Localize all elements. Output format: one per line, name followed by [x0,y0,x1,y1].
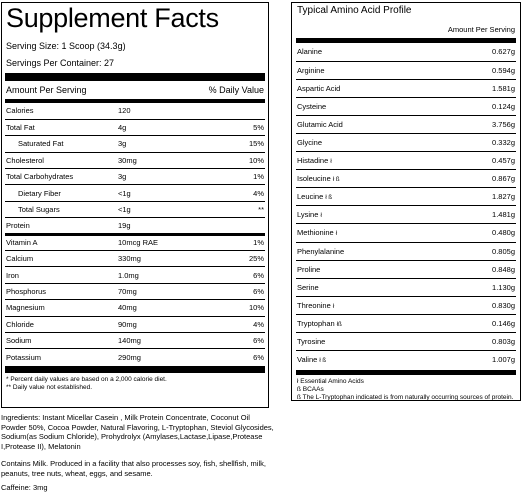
amount-per-serving-header: Amount Per Serving [6,85,87,95]
amino-name-cell [296,278,442,296]
nutrient-dv: 6% [253,286,264,296]
nutrient-amount: 120 [118,106,131,116]
amino-name: Methionine [297,228,334,238]
nutrient-row-calories [5,103,265,119]
amino-row [296,224,516,242]
amino-value: 0.803g [492,337,515,347]
nutrient-amount: 1.0mg [118,270,139,280]
amino-name: Valine [297,355,318,365]
supplement-facts-title: Supplement Facts [6,3,219,33]
nutrient-row-magnesium [5,300,265,316]
amino-name: Leucine [297,192,324,202]
nutrient-row-vitamin-a [5,234,265,250]
amino-name-cell [296,314,442,332]
amino-value: 3.756g [492,119,515,129]
nutrient-row-chloride [5,316,265,332]
nutrient-amount: 30mg [118,155,137,165]
amino-value: 0.146g [492,318,515,328]
amino-row [296,314,516,332]
serving-size: Serving Size: 1 Scoop (34.3g) [6,41,126,51]
nutrient-name: Saturated Fat [18,139,64,149]
nutrient-dv: 5% [253,123,264,133]
amino-name: Glycine [297,138,323,148]
amino-acid-profile-panel [291,2,521,401]
nutrient-name: Calcium [6,254,34,264]
nutrient-name: Chloride [6,319,34,329]
amino-name: Histadine [297,156,329,166]
nutrient-name: Vitamin A [6,238,38,248]
amino-value: 0.805g [492,246,515,256]
nutrient-dv: 4% [253,188,264,198]
ingredients-text: Ingredients: Instant Micellar Casein , Milk Protein Concentrate, Coconut Oil Powder 50%, Cocoa Powder, Natural Flavoring, L-Tryptophan, Steviol Glycosides, Sodium(as Sodium Chloride), Prohydrolyx (Amylases,Lactase,Lipase,Protease I,Protease II), Melatonin [1,413,274,451]
amino-mark: ł ß [319,358,327,365]
nutrient-dv: 1% [253,172,264,182]
amino-row [296,43,516,61]
nutrient-dv: 6% [253,270,264,280]
nutrient-amount: 3g [118,139,127,149]
nutrient-dv: 25% [248,254,264,264]
nutrient-dv [207,218,265,234]
amino-name-cell [296,115,442,133]
amino-name-cell [296,224,442,242]
nutrient-row-iron [5,267,265,283]
amino-name: Threonine [297,300,331,310]
nutrient-amount: 3g [118,172,127,182]
nutrient-amount: <1g [118,205,131,215]
amino-name-cell [296,296,442,314]
nutrient-dv: ** [258,205,264,215]
nutrient-table [5,103,265,365]
amino-value: 1.130g [492,282,515,292]
nutrient-name: Total Sugars [18,205,60,215]
amino-row [296,351,516,369]
amino-value: 0.830g [492,300,515,310]
amino-row [296,188,516,206]
nutrient-amount: 4g [118,123,127,133]
amino-mark: ł ß [332,177,340,184]
nutrient-name: Potassium [6,352,42,362]
amino-amount-header: Amount Per Serving [447,25,515,34]
amino-value: 0.480g [492,228,515,238]
amino-row [296,206,516,224]
nutrient-name: Dietary Fiber [18,188,61,198]
nutrient-dv [207,103,265,119]
amino-row [296,333,516,351]
thick-divider [5,73,265,81]
nutrient-dv: 15% [248,139,264,149]
amino-value: 0.594g [492,65,515,75]
daily-value-header: % Daily Value [208,85,264,95]
amino-mark: ł ß [325,195,333,202]
amino-value: 1.581g [492,83,515,93]
amino-value: 0.627g [492,47,515,57]
nutrient-row-calcium [5,251,265,267]
nutrient-name: Magnesium [6,303,45,313]
amino-row [296,296,516,314]
nutrient-dv: 10% [248,303,264,313]
nutrient-name: Total Carbohydrates [6,172,74,182]
nutrient-row-potassium [5,349,265,365]
daily-value-footnote: * Percent daily values are based on a 2,000 calorie diet. [6,376,167,384]
amino-value: 0.848g [492,264,515,274]
amino-name-cell [296,170,442,188]
amino-name-cell [296,242,442,260]
nutrient-row-total-carbohydrates [5,169,265,185]
nutrient-name: Cholesterol [6,155,44,165]
amino-name: Serine [297,282,319,292]
essential-amino-footnote: ł Essential Amino Acids [297,377,364,385]
nutrient-amount: 140mg [118,336,141,346]
nutrient-amount: 90mg [118,319,137,329]
bcaa-footnote: ß BCAAs [297,385,324,393]
amino-mark: ł [335,231,338,238]
nutrient-amount: 10mcg RAE [118,238,159,248]
amino-name-cell [296,206,442,224]
nutrient-amount: 330mg [118,254,141,264]
amino-name-cell [296,133,442,151]
nutrient-amount: 70mg [118,286,137,296]
amino-value: 0.457g [492,156,515,166]
nutrient-name: Phosphorus [6,286,47,296]
amino-name: Arginine [297,65,325,75]
facts-header [5,81,265,99]
amino-row [296,79,516,97]
amino-row [296,170,516,188]
nutrient-name: Protein [6,220,30,230]
amino-value: 1.481g [492,210,515,220]
amino-row [296,115,516,133]
amino-name-cell [296,260,442,278]
amino-mark: ł [332,303,335,310]
amino-name-cell [296,188,442,206]
amino-name: Lysine [297,210,319,220]
nutrient-amount: 40mg [118,303,137,313]
amino-value: 0.332g [492,138,515,148]
amino-row [296,97,516,115]
nutrient-row-total-fat [5,119,265,135]
amino-name-cell [296,79,442,97]
amino-value: 0.867g [492,174,515,184]
amino-value: 1.007g [492,355,515,365]
amino-name: Isoleucine [297,174,331,184]
amino-row [296,133,516,151]
tryptophan-footnote: ß The L-Tryptophan indicated is from naturally occurring sources of protein. [297,393,514,401]
amino-name: Phenylalanine [297,246,345,256]
amino-name: Proline [297,264,321,274]
nutrient-row-phosphorus [5,283,265,299]
amino-row [296,242,516,260]
amino-mark: ł [320,213,322,220]
nutrient-row-cholesterol [5,152,265,168]
nutrient-amount: 290mg [118,352,141,362]
amino-row [296,61,516,79]
amino-name-cell [296,152,442,170]
amino-row [296,278,516,296]
amino-name: Glutamic Acid [297,119,343,129]
nutrient-row-saturated-fat [5,136,265,152]
not-established-footnote: ** Daily value not established. [6,384,92,392]
thick-divider [296,370,516,375]
amino-name: Cysteine [297,101,327,111]
nutrient-row-dietary-fiber [5,185,265,201]
nutrient-name: Sodium [6,336,32,346]
amino-name-cell [296,333,442,351]
amino-acid-table [296,43,516,369]
supplement-facts-panel [1,2,269,408]
amino-name: Tryptophan [297,318,335,328]
nutrient-name: Total Fat [6,123,35,133]
amino-row [296,152,516,170]
nutrient-name: Iron [6,270,19,280]
nutrient-name: Calories [6,106,34,116]
thick-divider [5,366,265,373]
amino-value: 1.827g [492,192,515,202]
amino-name: Aspartic Acid [297,83,341,93]
nutrient-dv: 1% [253,238,264,248]
amino-name: Tyrosine [297,337,326,347]
caffeine-text: Caffeine: 3mg [1,483,48,492]
nutrient-dv: 6% [253,336,264,346]
nutrient-dv: 10% [248,155,264,165]
amino-row [296,260,516,278]
nutrient-row-sodium [5,332,265,348]
amino-name-cell [296,351,442,369]
amino-mark: łß [336,321,342,328]
servings-per-container: Servings Per Container: 27 [6,58,115,68]
amino-value: 0.124g [492,101,515,111]
nutrient-row-total-sugars [5,201,265,217]
amino-mark: ł [330,159,332,166]
allergen-text: Contains Milk. Produced in a facility that also processes soy, fish, shellfish, milk, peanuts, tree nuts, wheat, eggs, and sesame. [1,459,266,478]
amino-name-cell [296,43,442,61]
nutrient-dv: 6% [253,352,264,362]
amino-profile-title: Typical Amino Acid Profile [297,5,412,16]
nutrient-amount: <1g [118,188,131,198]
amino-name-cell [296,61,442,79]
nutrient-dv: 4% [253,319,264,329]
amino-name-cell [296,97,442,115]
nutrient-row-protein [5,218,265,234]
amino-name: Alanine [297,47,323,57]
nutrient-amount: 19g [118,220,131,230]
